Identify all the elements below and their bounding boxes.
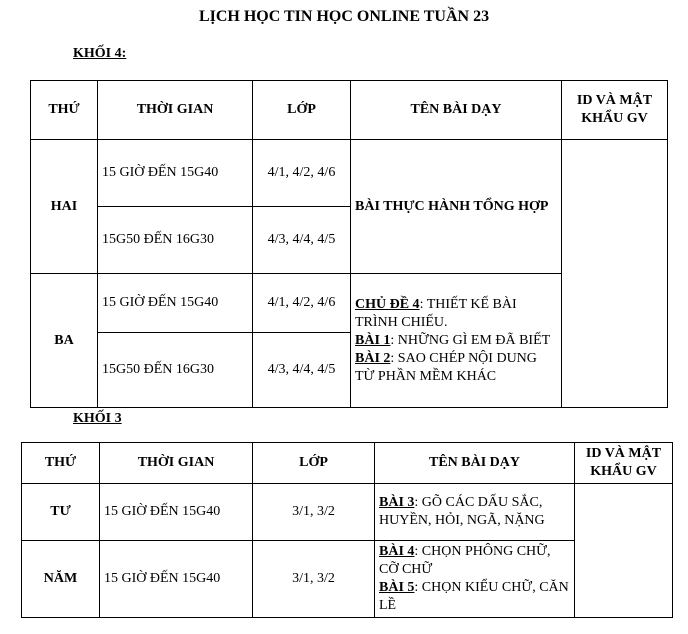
time-cell: 15 GIỜ ĐẾN 15G40 <box>98 140 253 207</box>
day-ba: BA <box>31 274 98 408</box>
bai1-text: : NHỮNG GÌ EM ĐÃ BIẾT <box>390 332 551 348</box>
time-cell: 15 GIỜ ĐẾN 15G40 <box>98 274 253 333</box>
class-cell: 3/1, 3/2 <box>253 484 375 541</box>
lesson-cell-nam <box>375 541 575 618</box>
header-thu: THỨ <box>22 443 100 484</box>
day-nam: NĂM <box>22 541 100 618</box>
chu-de-label: CHỦ ĐỀ 4 <box>355 296 420 312</box>
time-cell: 15G50 ĐẾN 16G30 <box>98 333 253 408</box>
time-cell: 15 GIỜ ĐẾN 15G40 <box>100 541 253 618</box>
section-khoi3-label: KHỐI 3 <box>73 411 122 426</box>
bai5-label: BÀI 5 <box>379 580 415 595</box>
header-id-mat-khau: ID VÀ MẬT KHẨU GV <box>575 443 673 484</box>
bai1-label: BÀI 1 <box>355 332 391 348</box>
class-cell: 4/3, 4/4, 4/5 <box>253 207 351 274</box>
class-cell: 4/1, 4/2, 4/6 <box>253 140 351 207</box>
bai2-text: : SAO CHÉP NỘI DUNG TỪ PHẦN MỀM KHÁC <box>355 350 537 384</box>
id-password-cell-khoi4 <box>562 140 668 408</box>
bai2-label: BÀI 2 <box>355 350 391 366</box>
id-password-cell-khoi3 <box>575 484 673 618</box>
time-cell: 15 GIỜ ĐẾN 15G40 <box>100 484 253 541</box>
day-tu: TƯ <box>22 484 100 541</box>
schedule-table-khoi3 <box>21 442 673 618</box>
bai4-text: : CHỌN PHÔNG CHỮ, CỠ CHỮ <box>379 544 551 577</box>
class-cell: 4/1, 4/2, 4/6 <box>253 274 351 333</box>
class-cell: 3/1, 3/2 <box>253 541 375 618</box>
section-khoi4-label: KHỐI 4: <box>73 46 127 61</box>
time-cell: 15G50 ĐẾN 16G30 <box>98 207 253 274</box>
bai4-label: BÀI 4 <box>379 544 415 559</box>
bai5-text: : CHỌN KIỂU CHỮ, CĂN LỀ <box>379 580 569 613</box>
header-thoi-gian: THỜI GIAN <box>100 443 253 484</box>
day-hai: HAI <box>31 140 98 274</box>
header-lop: LỚP <box>253 81 351 140</box>
lesson-cell-ba <box>351 274 562 408</box>
bai3-label: BÀI 3 <box>379 495 415 510</box>
header-lop: LỚP <box>253 443 375 484</box>
header-ten-bai-day: TÊN BÀI DẠY <box>351 81 562 140</box>
schedule-table-khoi4 <box>30 80 668 408</box>
lesson-cell-tu <box>375 484 575 541</box>
chu-de-text: : THIẾT KẾ BÀI TRÌNH CHIẾU. <box>355 296 517 330</box>
header-thoi-gian: THỜI GIAN <box>98 81 253 140</box>
header-ten-bai-day: TÊN BÀI DẠY <box>375 443 575 484</box>
header-id-mat-khau: ID VÀ MẬT KHẨU GV <box>562 81 668 140</box>
class-cell: 4/3, 4/4, 4/5 <box>253 333 351 408</box>
bai3-text: : GÕ CÁC DẤU SẮC, HUYỀN, HỎI, NGÃ, NẶNG <box>379 495 545 528</box>
page-title: LỊCH HỌC TIN HỌC ONLINE TUẦN 23 <box>198 8 490 25</box>
header-thu: THỨ <box>31 81 98 140</box>
lesson-cell-hai: BÀI THỰC HÀNH TỔNG HỢP <box>351 140 562 274</box>
